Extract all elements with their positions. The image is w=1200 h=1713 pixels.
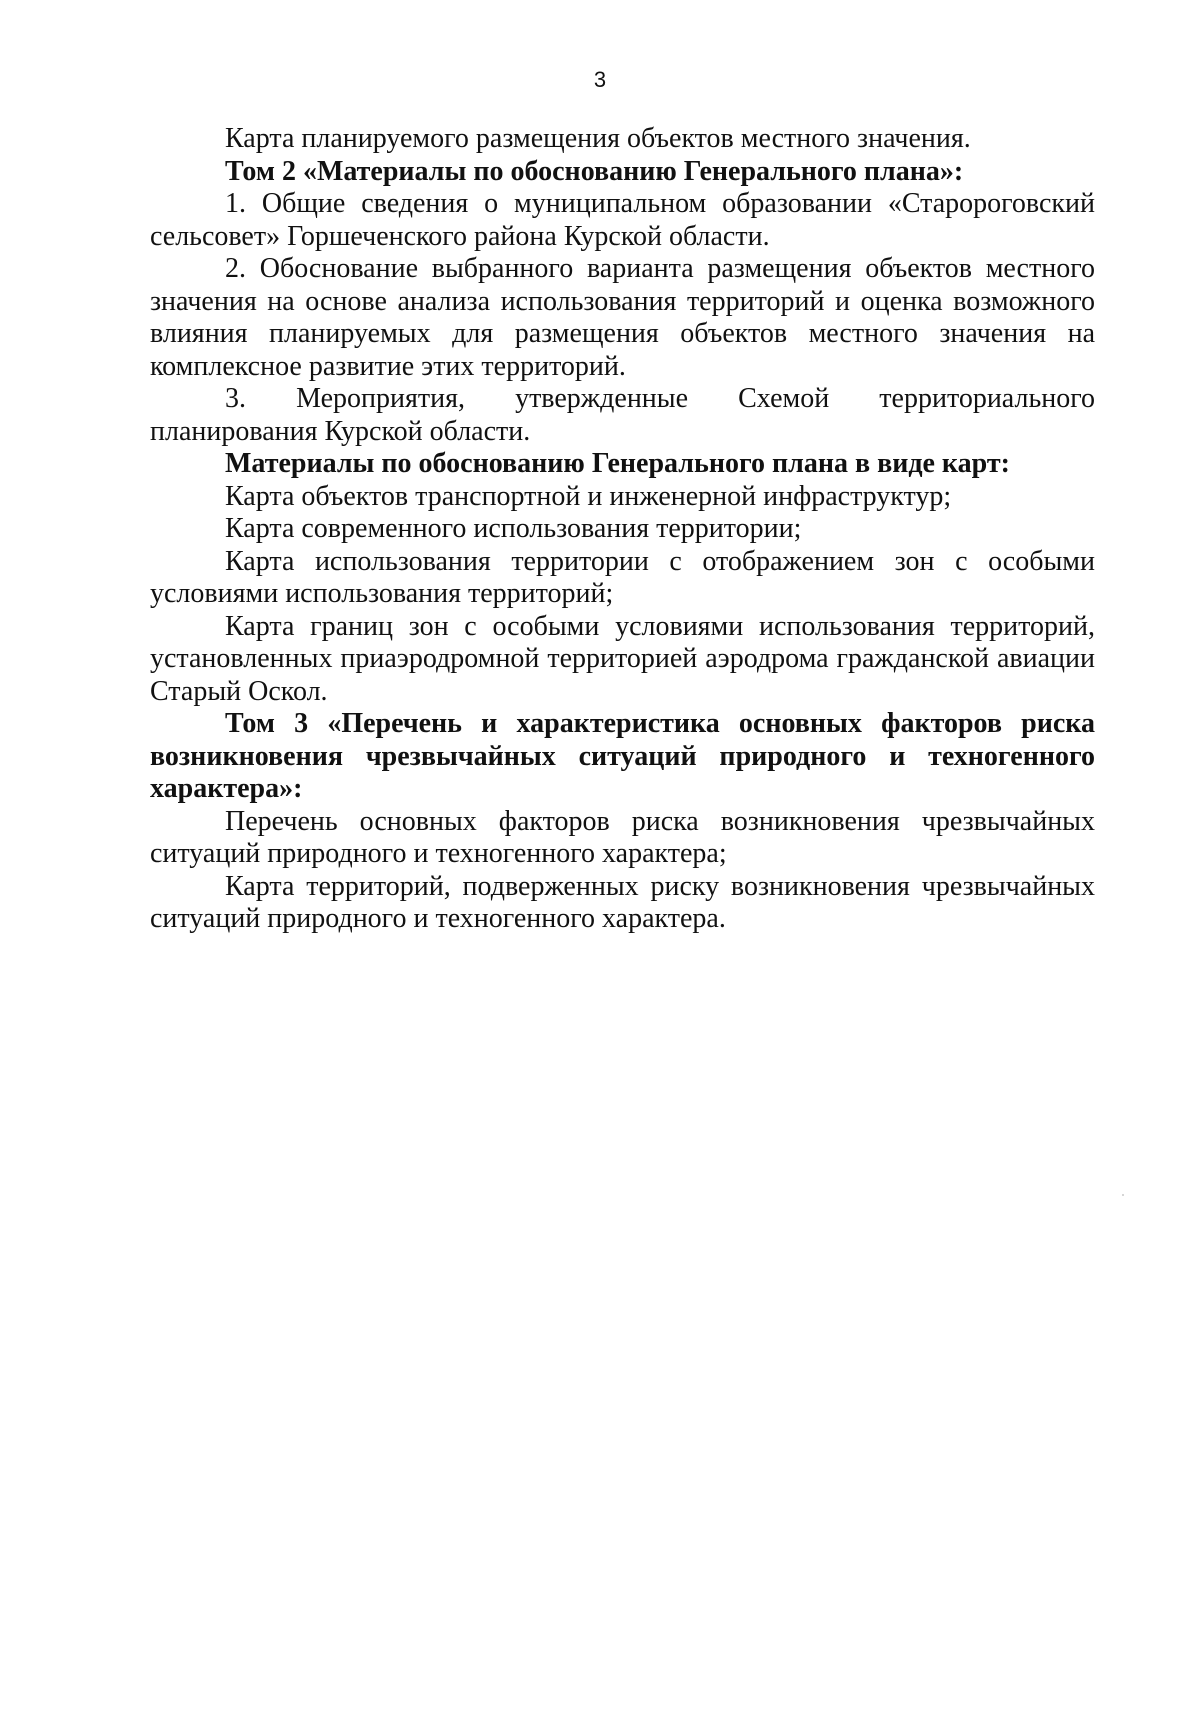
- heading-volume-3: Том 3 «Перечень и характеристика основных факторов риска возникновения чрезвычайных ситуаций природного и техногенного характера»:: [150, 708, 1095, 804]
- paragraph-map-current-use: Карта современного использования территории;: [225, 513, 802, 544]
- paragraph-map-planned-objects: Карта планируемого размещения объектов местного значения.: [225, 123, 971, 154]
- paragraph-map-special-zones: Карта использования территории с отображением зон с особыми условиями использования территорий;: [150, 545, 1095, 609]
- scan-speck: [1122, 1194, 1124, 1196]
- list-item-justification: 2. Обоснование выбранного варианта размещения объектов местного значения на основе анализа использования территорий и оценка возможного влияния планируемых для размещения объектов местного значения на комплексное развитие этих территорий.: [150, 253, 1095, 382]
- paragraph-map-airfield-zones: Карта границ зон с особыми условиями использования территорий, установленных приаэродромной территорией аэродрома гражданской авиации Старый Оскол.: [150, 610, 1095, 707]
- list-item-general-info: 1. Общие сведения о муниципальном образовании «Старороговский сельсовет» Горшеченского района Курской области.: [150, 188, 1095, 252]
- paragraph-map-risk-territories: Карта территорий, подверженных риску возникновения чрезвычайных ситуаций природного и техногенного характера.: [150, 870, 1095, 934]
- heading-volume-2: Том 2 «Материалы по обоснованию Генерального плана»:: [225, 155, 964, 187]
- paragraph-risk-list: Перечень основных факторов риска возникновения чрезвычайных ситуаций природного и техногенного характера;: [150, 805, 1095, 869]
- document-body: [150, 123, 1095, 936]
- list-item-measures: 3. Мероприятия, утвержденные Схемой территориального планирования Курской области.: [150, 383, 1095, 447]
- paragraph-map-infrastructure: Карта объектов транспортной и инженерной инфраструктур;: [225, 480, 952, 512]
- heading-map-materials: Материалы по обоснованию Генерального плана в виде карт:: [225, 448, 1010, 479]
- page-number: 3: [593, 67, 607, 92]
